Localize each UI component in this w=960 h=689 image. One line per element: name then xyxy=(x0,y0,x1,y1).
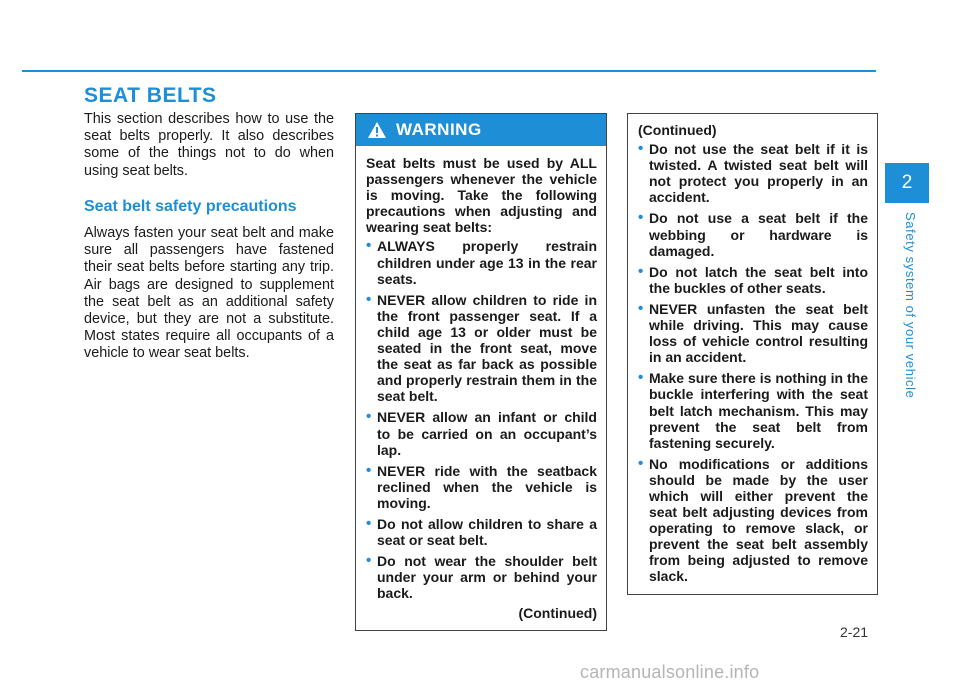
bullet-dot-icon: • xyxy=(366,408,372,426)
list-item-text: Do not wear the shoulder belt under your arm or behind your back. xyxy=(377,553,597,602)
bullet-dot-icon: • xyxy=(366,552,372,570)
warning-bullet-list xyxy=(366,238,597,601)
list-item xyxy=(366,553,597,601)
list-item xyxy=(638,264,868,296)
list-item-text: Do not use the seat belt if it is twisted. A twisted seat belt will not protect you properly in an accident. xyxy=(649,141,868,206)
warning-triangle-icon xyxy=(367,121,387,139)
warning-header xyxy=(356,114,606,146)
list-item xyxy=(366,238,597,286)
list-item-text: Do not latch the seat belt into the buckles of other seats. xyxy=(649,263,868,296)
bullet-dot-icon: • xyxy=(638,262,644,280)
list-item xyxy=(638,456,868,585)
list-item xyxy=(366,292,597,405)
list-item-text: Make sure there is nothing in the buckle interfering with the seat belt latch mechanism. This may prevent the seat belt from fastening securely. xyxy=(649,370,868,451)
list-item xyxy=(638,141,868,205)
list-item xyxy=(638,301,868,365)
watermark: carmanualsonline.info xyxy=(580,662,760,682)
list-item-text: NEVER unfasten the seat belt while driving. This may cause loss of vehicle control resulting in an accident. xyxy=(649,300,868,366)
chapter-tab: 2 xyxy=(885,163,929,203)
page-number: 2-21 xyxy=(840,624,869,640)
intro-paragraph: This section describes how to use the seat belts properly. It also describes some of the things not to do when using seat belts. xyxy=(84,111,334,179)
list-item-text: No modifications or additions should be made by the user which will either prevent the seat belt adjusting devices from operating to remove slack, or prevent the seat belt assembly from being adjusted to remove slack. xyxy=(649,455,868,585)
list-item xyxy=(366,409,597,457)
continued-box xyxy=(627,113,878,595)
continued-lead: (Continued) xyxy=(638,122,717,138)
bullet-dot-icon: • xyxy=(366,461,372,479)
list-item xyxy=(638,210,868,258)
body-paragraph: Always fasten your seat belt and make sure all passengers have fastened their seat belts before starting any trip. Air bags are designed to supplement the seat belt as an additional safety device, but they are not a substitute. Most states require all occupants of a vehicle to wear seat belts. xyxy=(84,225,334,362)
warning-body xyxy=(356,146,606,622)
continued-label: (Continued) xyxy=(518,605,597,622)
section-title: SEAT BELTS xyxy=(84,84,217,107)
chapter-title: Safety system of your vehicle xyxy=(903,212,918,399)
list-item xyxy=(366,516,597,548)
bullet-dot-icon: • xyxy=(638,454,644,472)
bullet-dot-icon: • xyxy=(366,514,372,532)
list-item-text: Do not use a seat belt if the webbing or hardware is damaged. xyxy=(649,210,868,259)
bullet-dot-icon: • xyxy=(638,299,644,317)
warning-lead: Seat belts must be used by ALL passengers whenever the vehicle is moving. Take the following precautions when adjusting and wearing seat belts: xyxy=(366,155,597,236)
list-item xyxy=(638,370,868,450)
continued-bullet-list xyxy=(638,141,868,584)
warning-box xyxy=(355,113,607,631)
bullet-dot-icon: • xyxy=(366,290,372,308)
continued-body xyxy=(628,114,877,585)
bullet-dot-icon: • xyxy=(366,237,372,255)
bullet-dot-icon: • xyxy=(638,209,644,227)
list-item-text: ALWAYS properly restrain children under age 13 in the rear seats. xyxy=(377,238,597,287)
bullet-dot-icon: • xyxy=(638,140,644,158)
list-item-text: NEVER ride with the seatback reclined when the vehicle is moving. xyxy=(377,462,597,511)
list-item-text: NEVER allow children to ride in the front passenger seat. If a child age 13 or older must be seated in the front seat, move the seat as far back as possible and properly restrain them in the seat belt. xyxy=(377,291,597,405)
bullet-dot-icon: • xyxy=(638,369,644,387)
list-item xyxy=(366,463,597,511)
warning-header-label: WARNING xyxy=(396,120,482,139)
list-item-text: Do not allow children to share a seat or seat belt. xyxy=(377,515,597,549)
list-item-text: NEVER allow an infant or child to be carried on an occupant’s lap. xyxy=(377,409,597,458)
top-rule xyxy=(22,70,876,72)
subheading: Seat belt safety precautions xyxy=(84,198,297,215)
